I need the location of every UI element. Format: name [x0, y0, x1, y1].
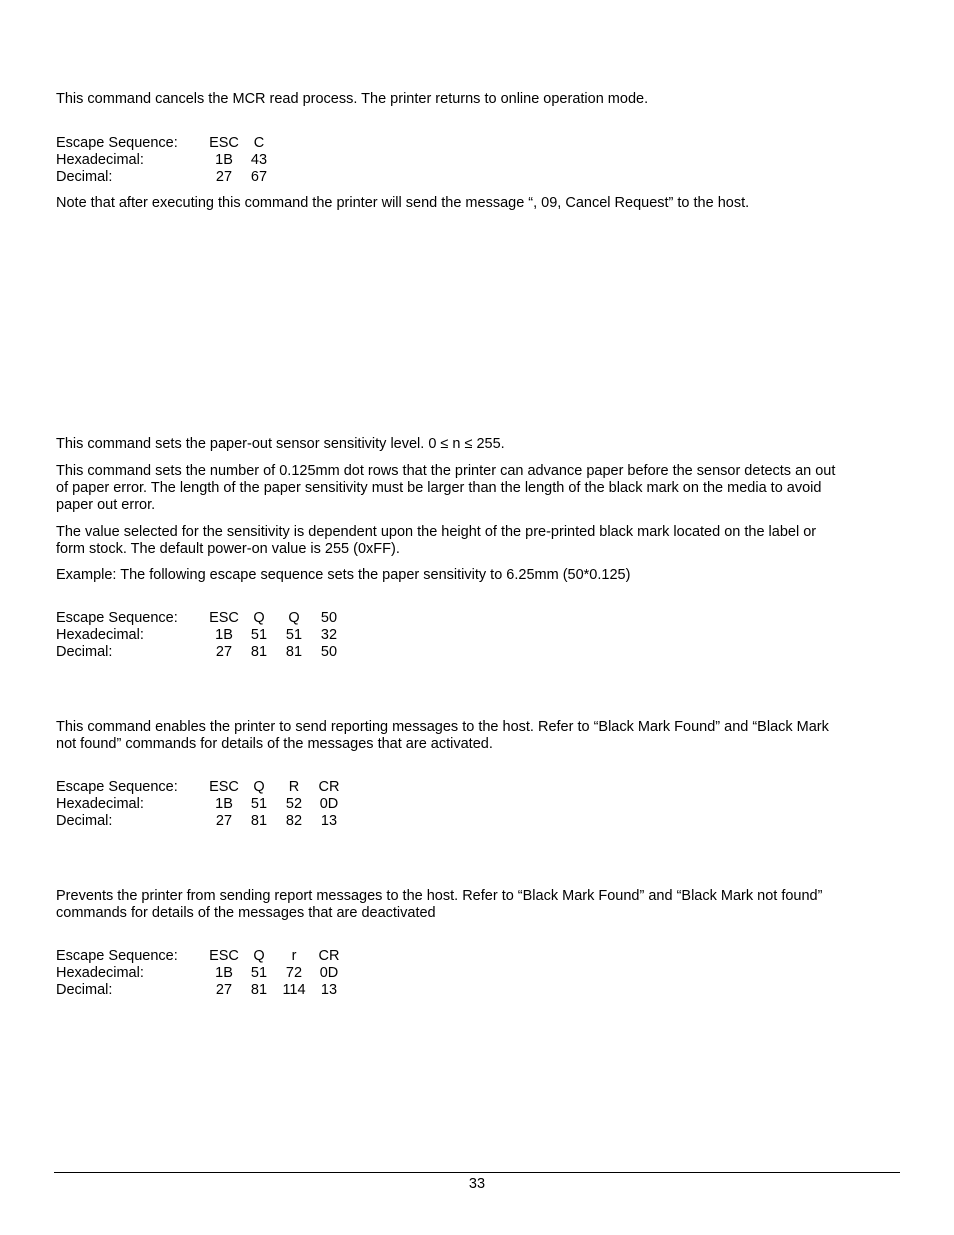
table-cell: 114 — [282, 982, 306, 998]
table-cell: 51 — [285, 627, 303, 643]
table-cell: Q — [253, 779, 265, 795]
table-cell: 32 — [320, 627, 338, 643]
table-cell: ESC — [209, 135, 239, 151]
table-cell: C — [253, 135, 265, 151]
disable-reporting-description: Prevents the printer from sending report messages to the host. Refer to “Black Mark Found” and “Black Mark not found” commands for details of the messages that are deactivated — [56, 888, 823, 921]
table-cell: 43 — [250, 152, 268, 168]
table-cell: ESC — [209, 779, 239, 795]
table-cell: R — [288, 779, 300, 795]
row-label: Decimal: — [56, 982, 113, 998]
table-cell: r — [291, 948, 297, 964]
table-cell: 81 — [250, 813, 268, 829]
row-label: Hexadecimal: — [56, 627, 144, 643]
row-label: Escape Sequence: — [56, 779, 178, 795]
sensitivity-detail: This command sets the number of 0.125mm dot rows that the printer can advance paper before the sensor detects an out of paper error. The length of the paper sensitivity must be larger than the length of the black mark on the media to avoid paper out error. — [56, 463, 836, 513]
row-label: Decimal: — [56, 813, 113, 829]
page-number: 33 — [468, 1176, 486, 1192]
table-cell: 13 — [320, 813, 338, 829]
table-cell: 81 — [250, 644, 268, 660]
table-cell: 0D — [319, 965, 339, 981]
table-cell: 51 — [250, 965, 268, 981]
table-cell: 27 — [215, 982, 233, 998]
row-label: Decimal: — [56, 644, 113, 660]
table-cell: 27 — [215, 644, 233, 660]
enable-reporting-description: This command enables the printer to send reporting messages to the host. Refer to “Black Mark Found” and “Black Mark not found” commands for details of the messages that are activated. — [56, 719, 829, 752]
table-cell: 1B — [215, 152, 233, 168]
table-cell: Q — [253, 610, 265, 626]
table-cell: 1B — [215, 965, 233, 981]
row-label: Escape Sequence: — [56, 610, 178, 626]
table-cell: 1B — [215, 627, 233, 643]
sensitivity-example: Example: The following escape sequence sets the paper sensitivity to 6.25mm (50*0.125) — [56, 567, 631, 583]
footer-divider — [54, 1172, 900, 1173]
sensitivity-description: This command sets the paper-out sensor sensitivity level. 0 ≤ n ≤ 255. — [56, 436, 505, 452]
table-cell: 1B — [215, 796, 233, 812]
table-cell: ESC — [209, 948, 239, 964]
table-cell: 81 — [285, 644, 303, 660]
cancel-mcr-description: This command cancels the MCR read process. The printer returns to online operation mode. — [56, 91, 649, 107]
sensitivity-default: The value selected for the sensitivity is dependent upon the height of the pre-printed black mark located on the label or form stock. The default power-on value is 255 (0xFF). — [56, 524, 817, 557]
table-cell: 52 — [285, 796, 303, 812]
table-cell: 51 — [250, 627, 268, 643]
table-cell: 51 — [250, 796, 268, 812]
table-cell: 67 — [250, 169, 268, 185]
table-cell: 27 — [215, 169, 233, 185]
table-cell: Q — [288, 610, 300, 626]
table-cell: 13 — [320, 982, 338, 998]
row-label: Escape Sequence: — [56, 948, 178, 964]
cancel-mcr-note: Note that after executing this command the printer will send the message “, 09, Cancel Request” to the host. — [56, 195, 750, 211]
table-cell: 27 — [215, 813, 233, 829]
row-label: Hexadecimal: — [56, 152, 144, 168]
row-label: Hexadecimal: — [56, 796, 144, 812]
table-cell: 50 — [320, 644, 338, 660]
table-cell: 0D — [319, 796, 339, 812]
table-cell: 81 — [250, 982, 268, 998]
table-cell: CR — [318, 779, 340, 795]
row-label: Hexadecimal: — [56, 965, 144, 981]
row-label: Decimal: — [56, 169, 113, 185]
table-cell: ESC — [209, 610, 239, 626]
table-cell: 82 — [285, 813, 303, 829]
table-cell: 50 — [320, 610, 338, 626]
table-cell: CR — [318, 948, 340, 964]
table-cell: 72 — [285, 965, 303, 981]
row-label: Escape Sequence: — [56, 135, 178, 151]
table-cell: Q — [253, 948, 265, 964]
